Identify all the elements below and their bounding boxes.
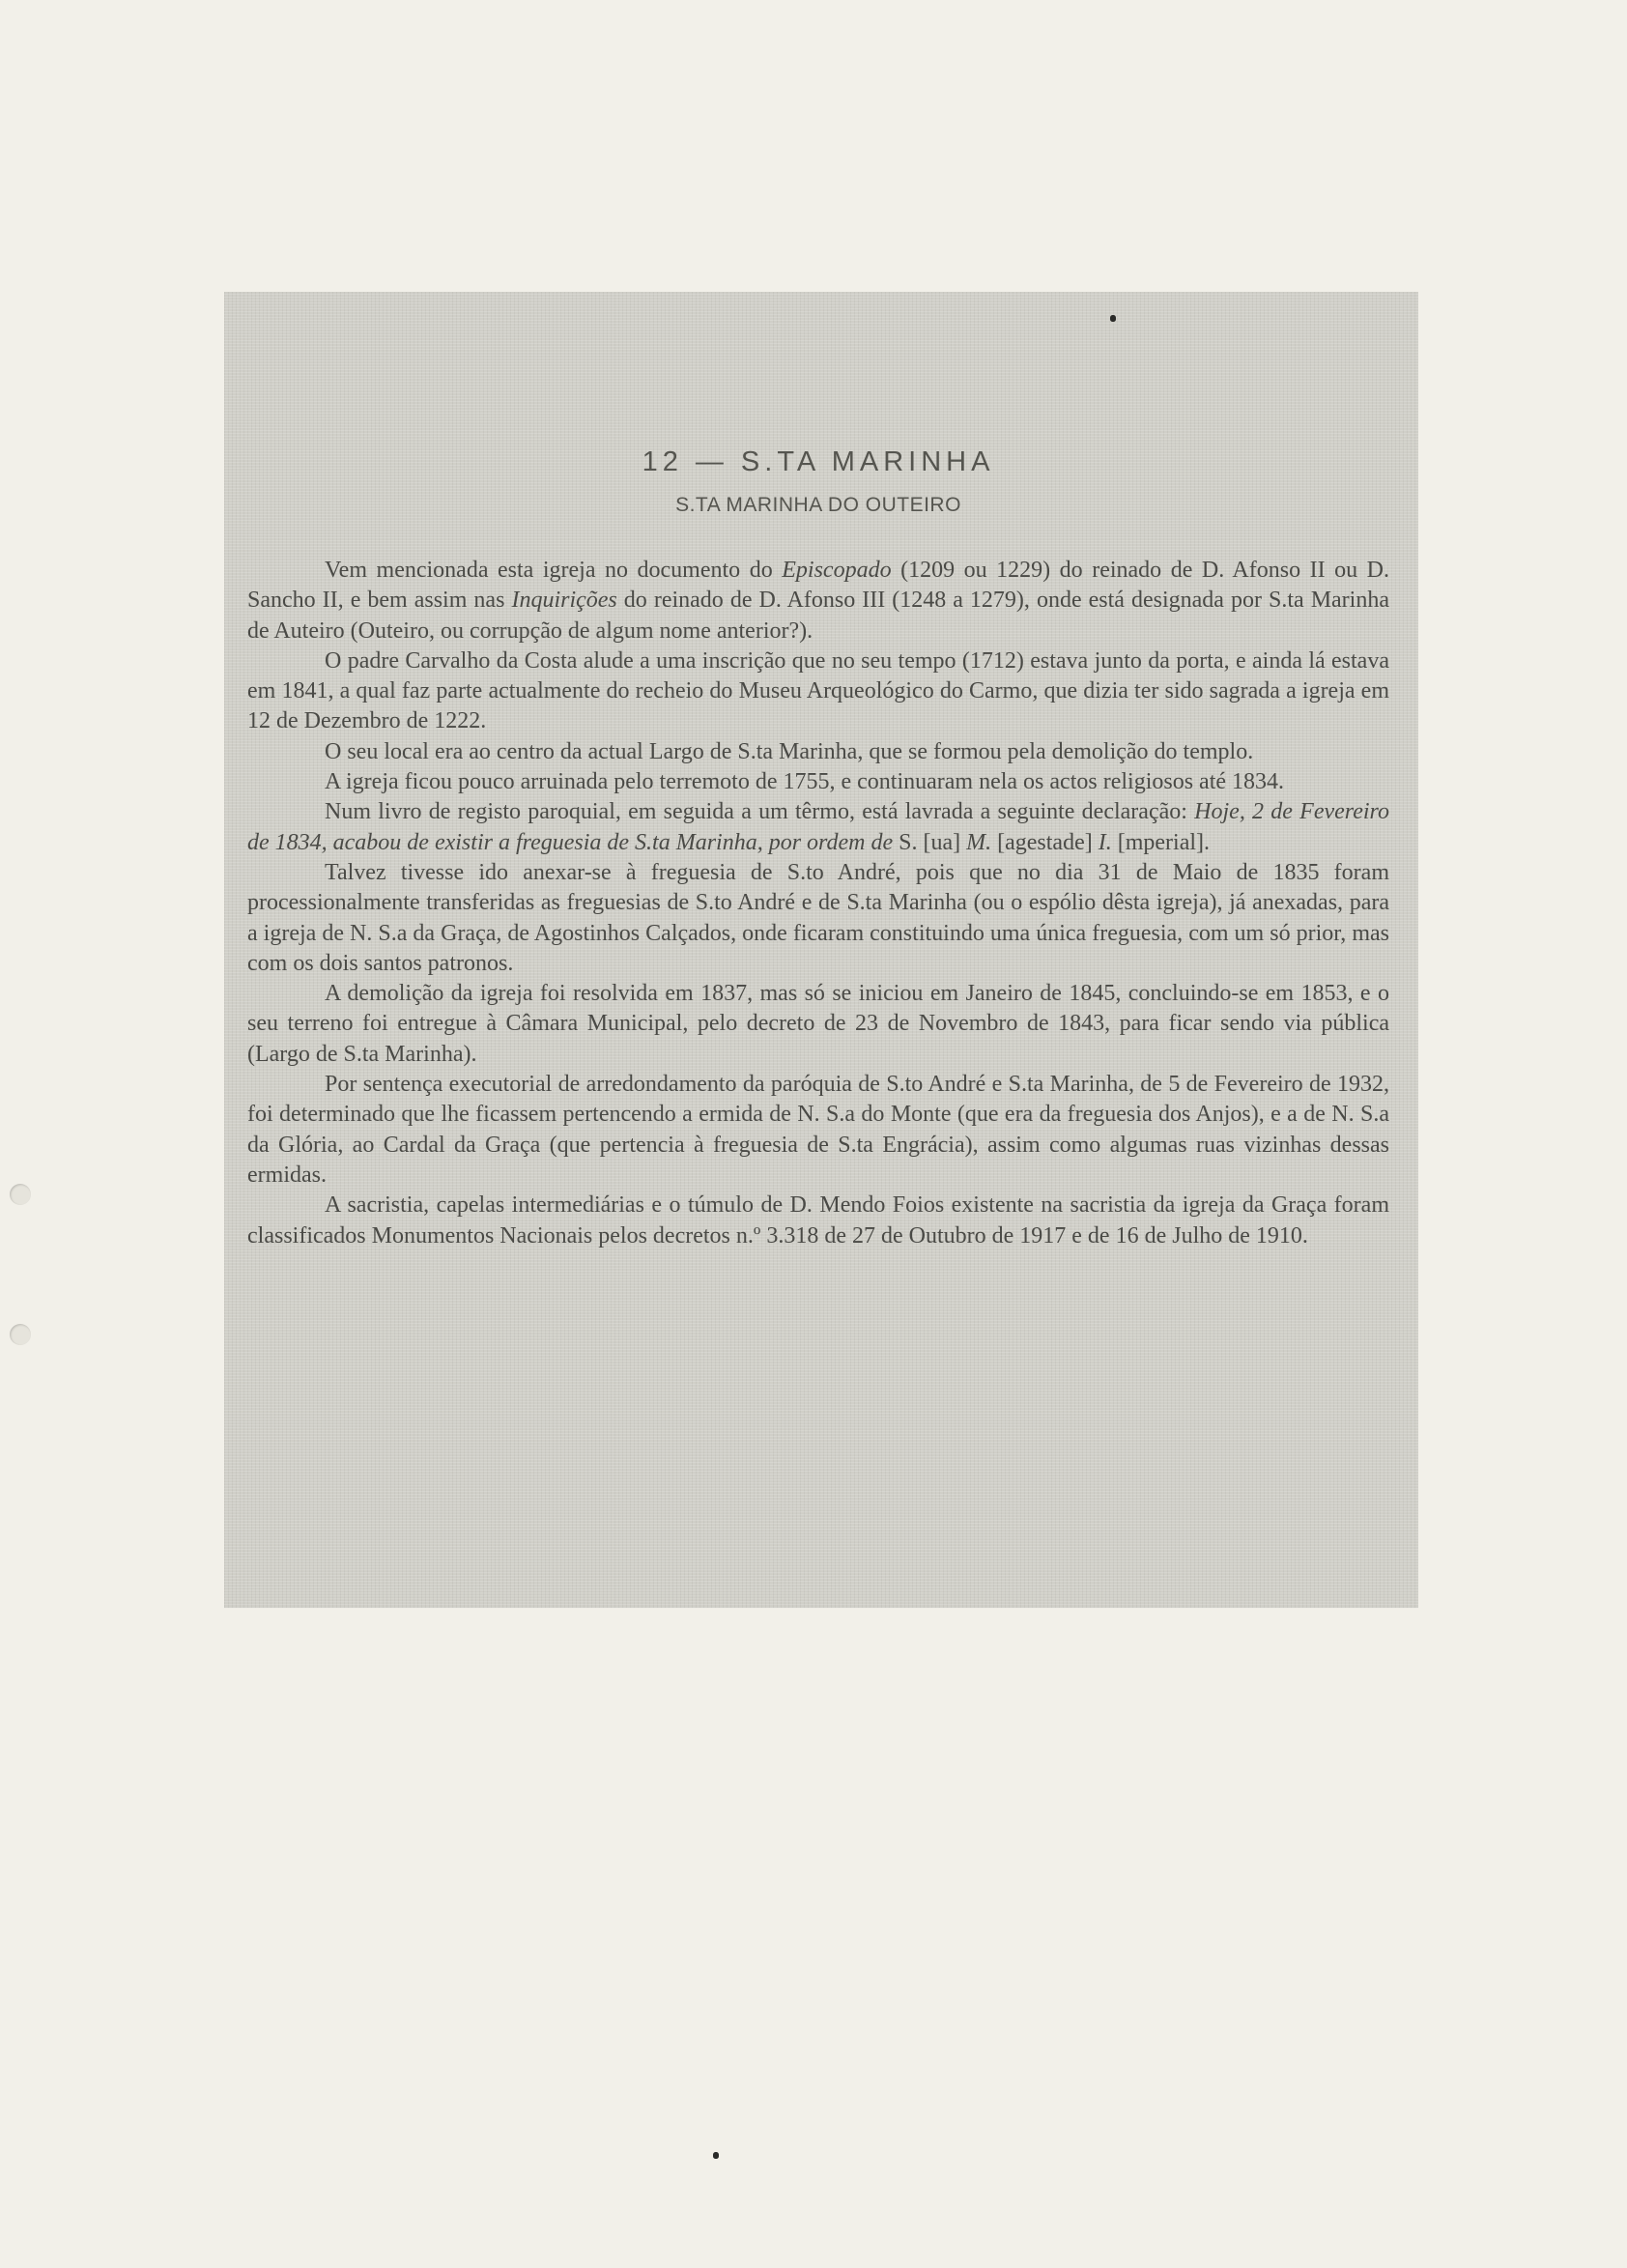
italic-run: Hoje, 2 de Fevereiro de 1834, acabou de existir a freguesia de S.ta Marinha, por ordem de (247, 799, 1390, 855)
paragraph (247, 1191, 1389, 1251)
paragraph (247, 1070, 1389, 1191)
text-run: O seu local era ao centro da actual Largo de S.ta Marinha, que se formou pela demolição do templo. (325, 738, 1254, 764)
ink-speck (1110, 315, 1116, 322)
text-run: A demolição da igreja foi resolvida em 1837, mas só se iniciou em Janeiro de 1845, concluindo-se em 1853, e o seu terreno foi entregue à Câmara Municipal, pelo decreto de 23 de Novembro de 1843, para ficar sendo via pública (Largo de S.ta Marinha). (247, 981, 1389, 1067)
text-run: Num livro de registo paroquial, em seguida a um têrmo, está lavrada a seguinte declaração: (325, 799, 1195, 825)
chapter-title: 12 — S.TA MARINHA (642, 446, 995, 477)
text-run: Talvez tivesse ido anexar-se à freguesia de S.to André, pois que no dia 31 de Maio de 1835 foram processionalmente transferidas as freguesias de S.to André e de S.ta Marinha (ou o espólio dêsta igreja), já anexadas, para a igreja de N. S.a da Graça, de Agostinhos Calçados, onde ficaram constituindo uma única freguesia, com um só prior, mas com os dois santos patronos. (247, 859, 1389, 976)
binder-hole (10, 1324, 31, 1345)
pasted-clipping (224, 292, 1418, 1608)
text-run: S. [ua] (893, 829, 967, 855)
italic-run: Inquirições (511, 588, 617, 614)
text-run: [agestade] (991, 829, 1099, 855)
article-body (247, 556, 1389, 1251)
italic-run: I. (1098, 829, 1112, 855)
binder-hole (10, 1184, 31, 1205)
text-run: A sacristia, capelas intermediárias e o túmulo de D. Mendo Foios existente na sacristia da igreja da Graça foram classificados Monumentos Nacionais pelos decretos n.º 3.318 de 27 de Outubro de 1917 e de 16 de Julho de 1910. (247, 1192, 1389, 1249)
ink-speck (713, 2152, 719, 2159)
text-run: A igreja ficou pouco arruinada pelo terremoto de 1755, e continuaram nela os actos religiosos até 1834. (325, 769, 1285, 795)
italic-run: Episcopado (782, 558, 892, 583)
text-run: Vem mencionada esta igreja no documento do (325, 558, 783, 583)
paragraph (247, 767, 1389, 797)
text-run: [mperial]. (1111, 829, 1211, 855)
text-run: (1209 ou 1229) do reinado de D. Afonso II ou D. Sancho II, e bem assim nas (247, 558, 1390, 614)
text-run: O padre Carvalho da Costa alude a uma inscrição que no seu tempo (1712) estava junto da porta, e ainda lá estava em 1841, a qual faz parte actualmente do recheio do Museu Arqueológico do Carmo, que dizia ter sido sagrada a igreja em 12 de Dezembro de 1222. (247, 647, 1389, 734)
italic-run: M. (966, 829, 992, 855)
text-run: Por sentença executorial de arredondamento da paróquia de S.to André e S.ta Marinha, de 5 de Fevereiro de 1932, foi determinado que lhe ficassem pertencendo a ermida de N. S.a do Monte (que era da freguesia dos Anjos), e a de N. S.a da Glória, ao Cardal da Graça (que pertencia à freguesia de S.ta Engrácia), assim como algumas ruas vizinhas dessas ermidas. (247, 1072, 1389, 1188)
paragraph (247, 979, 1389, 1070)
paragraph (247, 646, 1389, 737)
paragraph (247, 737, 1389, 767)
section-title: S.TA MARINHA DO OUTEIRO (675, 494, 961, 516)
text-run: do reinado de D. Afonso III (1248 a 1279), onde está designada por S.ta Marinha de Auteiro (Outeiro, ou corrupção de algum nome anterior?). (247, 588, 1389, 644)
paragraph (247, 858, 1389, 979)
paragraph (247, 797, 1389, 858)
paragraph (247, 556, 1389, 646)
